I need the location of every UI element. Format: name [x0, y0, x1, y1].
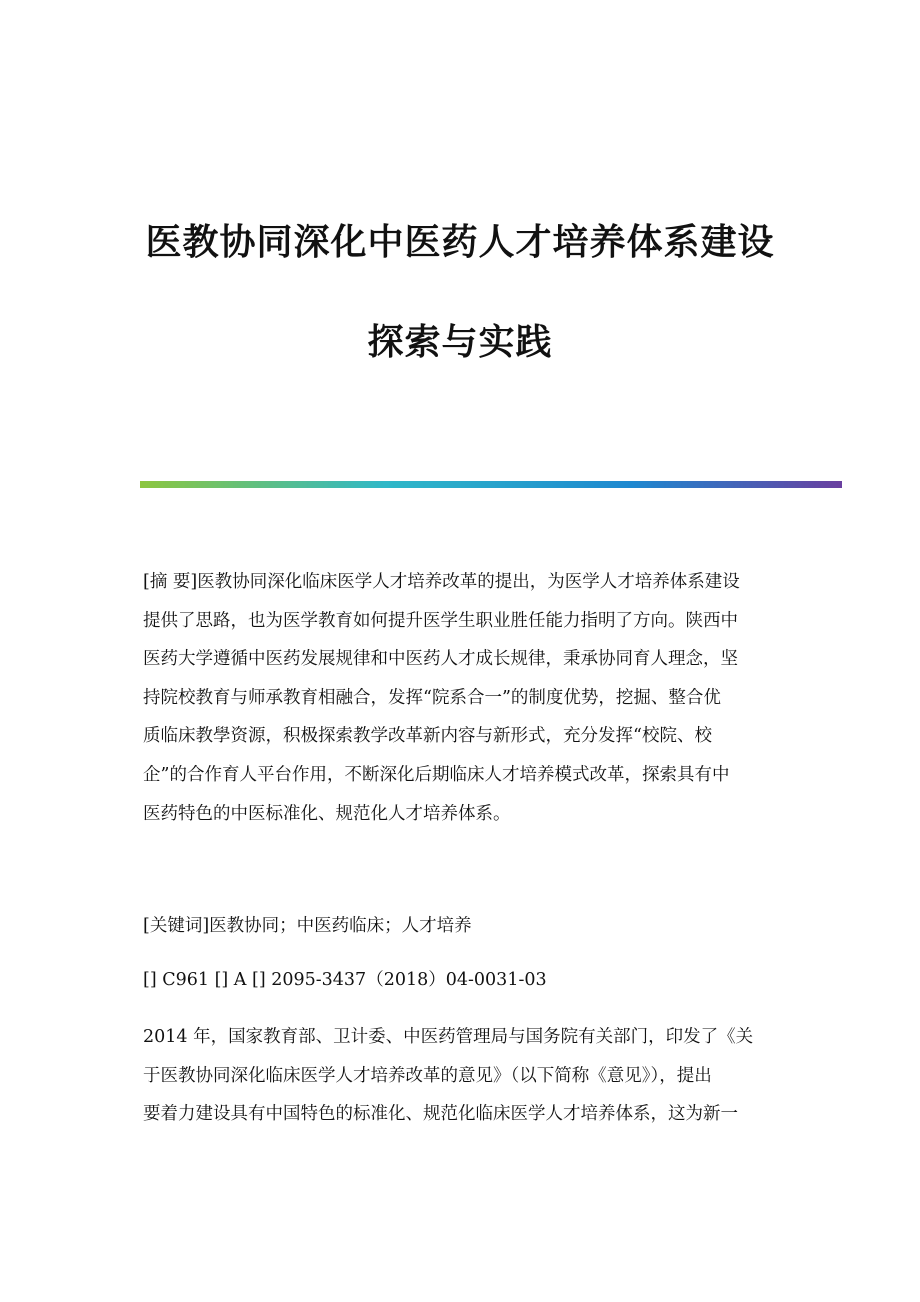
title-divider — [140, 481, 842, 488]
abstract-line: 持院校教育与师承教育相融合，发挥“院系合一”的制度优势，挖掘、整合优 — [143, 687, 721, 708]
abstract-line: 医药大学遵循中医药发展规律和中医药人才成长规律，秉承协同育人理念，坚 — [143, 649, 738, 670]
document-title-line-2: 探索与实践 — [367, 322, 553, 363]
abstract-line: [摘 要]医教协同深化临床医学人才培养改革的提出，为医学人才培养体系建设 — [143, 572, 740, 592]
intro-line: 于医教协同深化临床医学人才培养改革的意见》（以下简称《意见》），提出 — [143, 1065, 712, 1086]
keywords-line: [关键词]医教协同；中医药临床；人才培养 — [143, 916, 472, 936]
intro-paragraph — [143, 1018, 779, 1134]
abstract-line: 提供了思路，也为医学教育如何提升医学生职业胜任能力指明了方向。陕西中 — [143, 610, 738, 631]
intro-line: 要着力建设具有中国特色的标准化、规范化临床医学人才培养体系，这为新一 — [143, 1104, 738, 1125]
abstract-line: 质临床教學资源，积极探索教学改革新内容与新形式，充分发挥“校院、校 — [143, 726, 712, 747]
abstract-line: 企”的合作育人平台作用，不断深化后期临床人才培养模式改革，探索具有中 — [143, 764, 730, 785]
abstract-line: 医药特色的中医标准化、规范化人才培养体系。 — [143, 803, 511, 824]
document-title-line-1: 医教协同深化中医药人才培养体系建设 — [145, 222, 775, 263]
abstract-paragraph — [143, 563, 779, 833]
classification-line: [] C961 [] A [] 2095-3437（2018）04-0031-03 — [143, 970, 547, 990]
intro-line: 2014 年，国家教育部、卫计委、中医药管理局与国务院有关部门，印发了《关 — [143, 1027, 754, 1047]
